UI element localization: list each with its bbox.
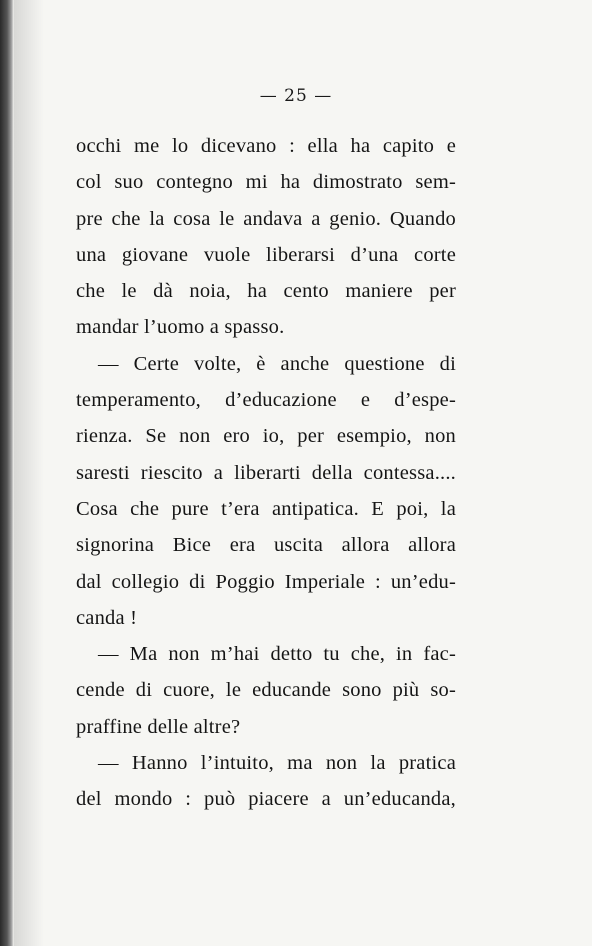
text-line: — Certe volte, è anche questione di (98, 352, 456, 375)
text-line: temperamento, d’educazione e d’espe- (76, 389, 456, 412)
text-line: pre che la cosa le andava a genio. Quando (76, 207, 456, 230)
text-line: cende di cuore, le educande sono più so- (76, 679, 456, 702)
text-body (76, 128, 456, 818)
text-line: una giovane vuole liberarsi d’una corte (76, 243, 456, 266)
text-line: — Hanno l’intuito, ma non la pratica (98, 752, 456, 775)
text-line: rienza. Se non ero io, per esempio, non (76, 425, 456, 448)
text-line: saresti riescito a liberarti della contessa.... (76, 461, 456, 484)
binding-edge (0, 0, 14, 946)
text-line: del mondo : può piacere a un’educanda, (76, 788, 456, 811)
text-line: mandar l’uomo a spasso. (76, 316, 285, 339)
page-number: — 25 — (259, 86, 333, 106)
text-line: col suo contegno mi ha dimostrato sem- (76, 171, 456, 194)
binding-shadow (14, 0, 44, 946)
text-line: Cosa che pure t’era antipatica. E poi, la (76, 497, 456, 520)
text-line: che le dà noia, ha cento maniere per (76, 280, 456, 303)
text-line: canda ! (76, 606, 138, 629)
text-line: praffine delle altre? (76, 715, 241, 738)
text-line: occhi me lo dicevano : ella ha capito e (76, 135, 456, 157)
text-line: signorina Bice era uscita allora allora (76, 534, 456, 557)
text-line: dal collegio di Poggio Imperiale : un’edu- (76, 570, 456, 593)
text-line: — Ma non m’hai detto tu che, in fac- (98, 643, 456, 666)
